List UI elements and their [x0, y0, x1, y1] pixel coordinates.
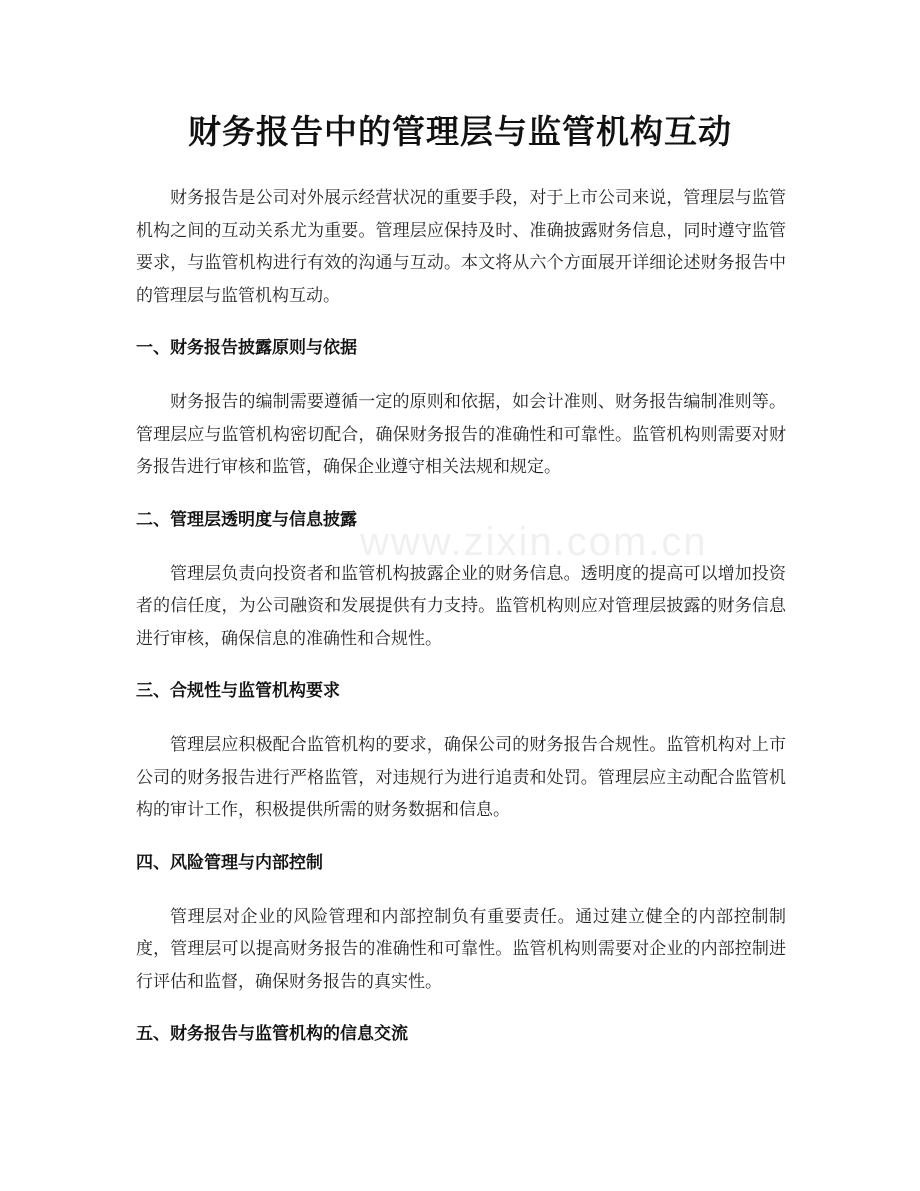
- section-body-2: 管理层负责向投资者和监管机构披露企业的财务信息。透明度的提高可以增加投资者的信任度，为公司融资和发展提供有力支持。监管机构则应对管理层披露的财务信息进行审核，确保信息的准确性和合规性。: [136, 563, 786, 649]
- section-body-4: 管理层对企业的风险管理和内部控制负有重要责任。通过建立健全的内部控制制度，管理层可以提高财务报告的准确性和可靠性。监管机构则需要对企业的内部控制进行评估和监督，确保财务报告的真实性。: [136, 906, 786, 992]
- section-heading-4: 四、风险管理与内部控制: [136, 852, 323, 873]
- section-heading-1: 一、财务报告披露原则与依据: [136, 338, 357, 358]
- section-body-1: 财务报告的编制需要遵循一定的原则和依据，如会计准则、财务报告编制准则等。管理层应与监管机构密切配合，确保财务报告的准确性和可靠性。监管机构则需要对财务报告进行审核和监管，确保企业遵守相关法规和规定。: [136, 392, 786, 477]
- document-title: 财务报告中的管理层与监管机构互动: [188, 112, 732, 151]
- section-heading-3: 三、合规性与监管机构要求: [136, 681, 340, 701]
- section-heading-2: 二、管理层透明度与信息披露: [136, 509, 357, 530]
- document-body: [136, 182, 786, 1072]
- section-heading-5: 五、财务报告与监管机构的信息交流: [136, 1024, 408, 1044]
- section-body-3: 管理层应积极配合监管机构的要求，确保公司的财务报告合规性。监管机构对上市公司的财务报告进行严格监管，对违规行为进行追责和处罚。管理层应主动配合监管机构的审计工作，积极提供所需的财务数据和信息。: [136, 735, 786, 820]
- intro-paragraph: 财务报告是公司对外展示经营状况的重要手段，对于上市公司来说，管理层与监管机构之间的互动关系尤为重要。管理层应保持及时、准确披露财务信息，同时遵守监管要求，与监管机构进行有效的沟通与互动。本文将从六个方面展开详细论述财务报告中的管理层与监管机构互动。: [136, 188, 786, 306]
- watermark: www.zixin.com.cn: [360, 520, 708, 564]
